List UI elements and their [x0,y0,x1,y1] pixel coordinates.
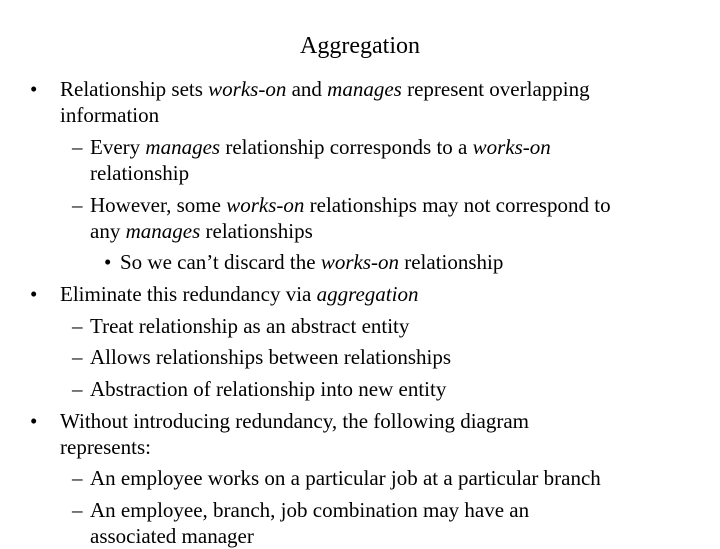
sub-bullet-text: Every manages relationship corresponds to a works-on [90,135,551,159]
sub-bullet-marker: – [72,498,83,522]
sub-bullet-text-continued: any manages relationships [90,219,313,243]
sub-bullet-text: However, some works-on relationships may not correspond to [90,193,611,217]
bullet-text: Without introducing redundancy, the following diagram [60,409,530,433]
sub-bullet-marker: – [72,377,83,401]
sub-bullet-marker: – [72,135,83,159]
sub-sub-bullet-marker: • [104,250,112,274]
sub-bullet-text: An employee, branch, job combination may have an [90,498,530,522]
sub-bullet-marker: – [72,345,83,369]
sub-bullet-text: Treat relationship as an abstract entity [90,314,410,338]
bullet-text-continued: represents: [60,435,151,459]
bullet-marker: • [30,409,38,433]
bullet-text-continued: information [60,103,160,127]
sub-bullet-text-continued: associated manager [90,524,254,548]
sub-bullet-text-continued: relationship [90,161,190,185]
sub-bullet-text: Abstraction of relationship into new entity [90,377,447,401]
sub-bullet-text: Allows relationships between relationships [90,345,452,369]
bullet-text: Eliminate this redundancy via aggregation [60,282,419,306]
bullet-marker: • [30,77,38,101]
slide-title: Aggregation [300,33,420,59]
bullet-marker: • [30,282,38,306]
sub-bullet-marker: – [72,314,83,338]
sub-sub-bullet-text: So we can’t discard the works-on relationship [120,250,504,274]
bullet-text: Relationship sets works-on and manages represent overlapping [60,77,590,101]
sub-bullet-text: An employee works on a particular job at a particular branch [90,466,601,490]
sub-bullet-marker: – [72,193,83,217]
sub-bullet-marker: – [72,466,83,490]
